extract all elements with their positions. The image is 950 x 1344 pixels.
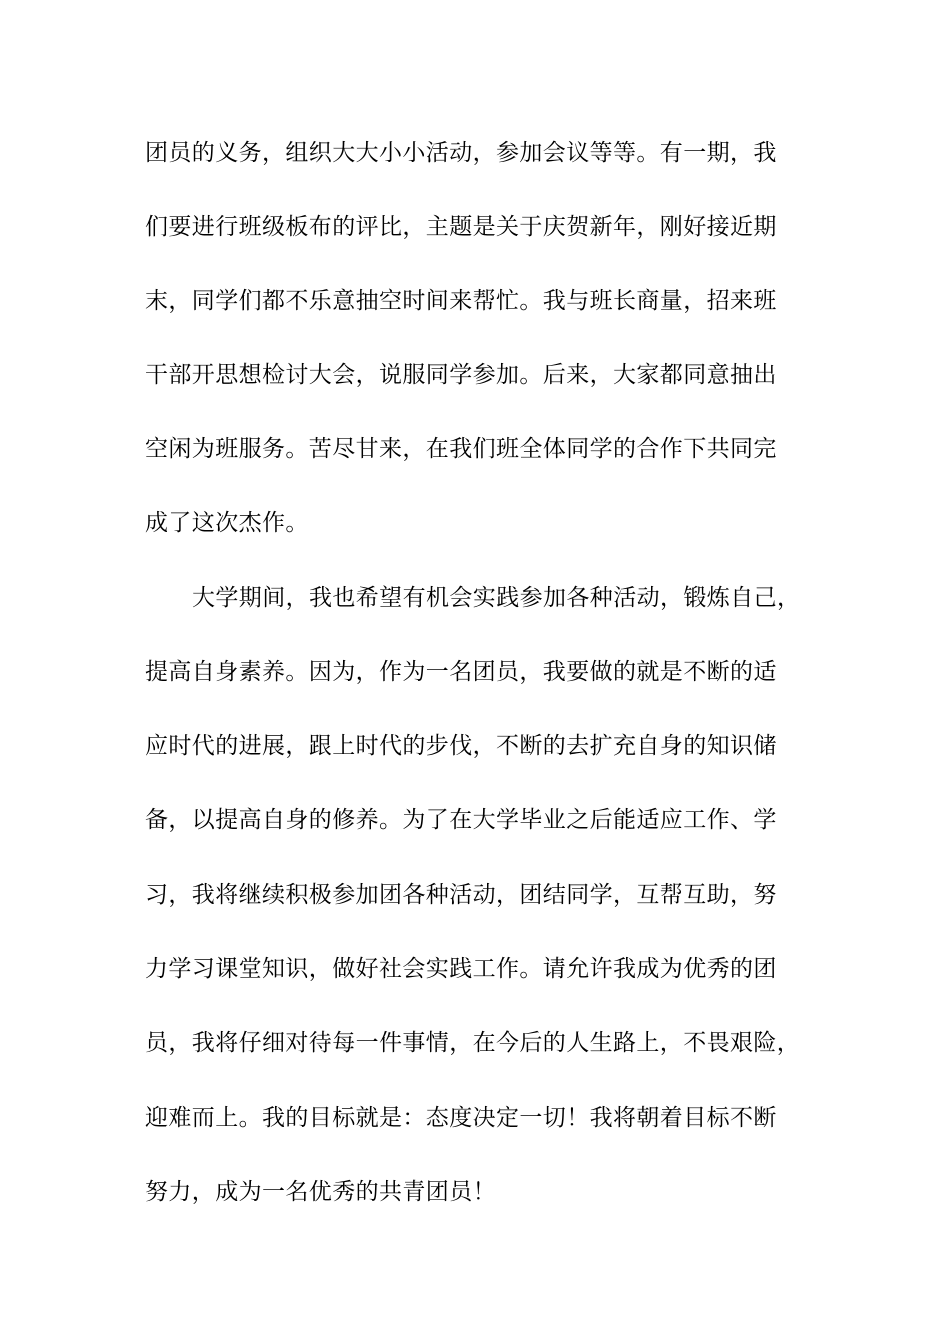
paragraph-1-line-3: 末，同学们都不乐意抽空时间来帮忙。我与班长商量，招来班 — [145, 288, 777, 314]
paragraph-2-line-9: 努力，成为一名优秀的共青团员！ — [145, 1179, 496, 1205]
paragraph-2-line-8: 迎难而上。我的目标就是：态度决定一切！我将朝着目标不断 — [145, 1105, 777, 1131]
paragraph-1-line-5: 空闲为班服务。苦尽甘来，在我们班全体同学的合作下共同完 — [145, 436, 777, 462]
paragraph-2-line-4: 备，以提高自身的修养。为了在大学毕业之后能适应工作、学 — [145, 807, 777, 833]
paragraph-2-line-6: 力学习课堂知识，做好社会实践工作。请允许我成为优秀的团 — [145, 956, 777, 982]
paragraph-2-line-7: 员，我将仔细对待每一件事情，在今后的人生路上，不畏艰险， — [145, 1030, 801, 1056]
paragraph-2-line-2: 提高自身素养。因为，作为一名团员，我要做的就是不断的适 — [145, 659, 777, 685]
paragraph-1-line-4: 干部开思想检讨大会，说服同学参加。后来，大家都同意抽出 — [145, 362, 777, 388]
paragraph-1-line-2: 们要进行班级板布的评比，主题是关于庆贺新年，刚好接近期 — [145, 214, 777, 240]
paragraph-2-line-5: 习，我将继续积极参加团各种活动，团结同学，互帮互助，努 — [145, 882, 777, 908]
paragraph-2-line-1: 大学期间，我也希望有机会实践参加各种活动，锻炼自己， — [192, 585, 801, 611]
paragraph-1-line-6: 成了这次杰作。 — [145, 510, 309, 536]
paragraph-1-line-1: 团员的义务，组织大大小小活动，参加会议等等。有一期，我 — [145, 140, 777, 166]
paragraph-2-line-3: 应时代的进展，跟上时代的步伐，不断的去扩充自身的知识储 — [145, 733, 777, 759]
